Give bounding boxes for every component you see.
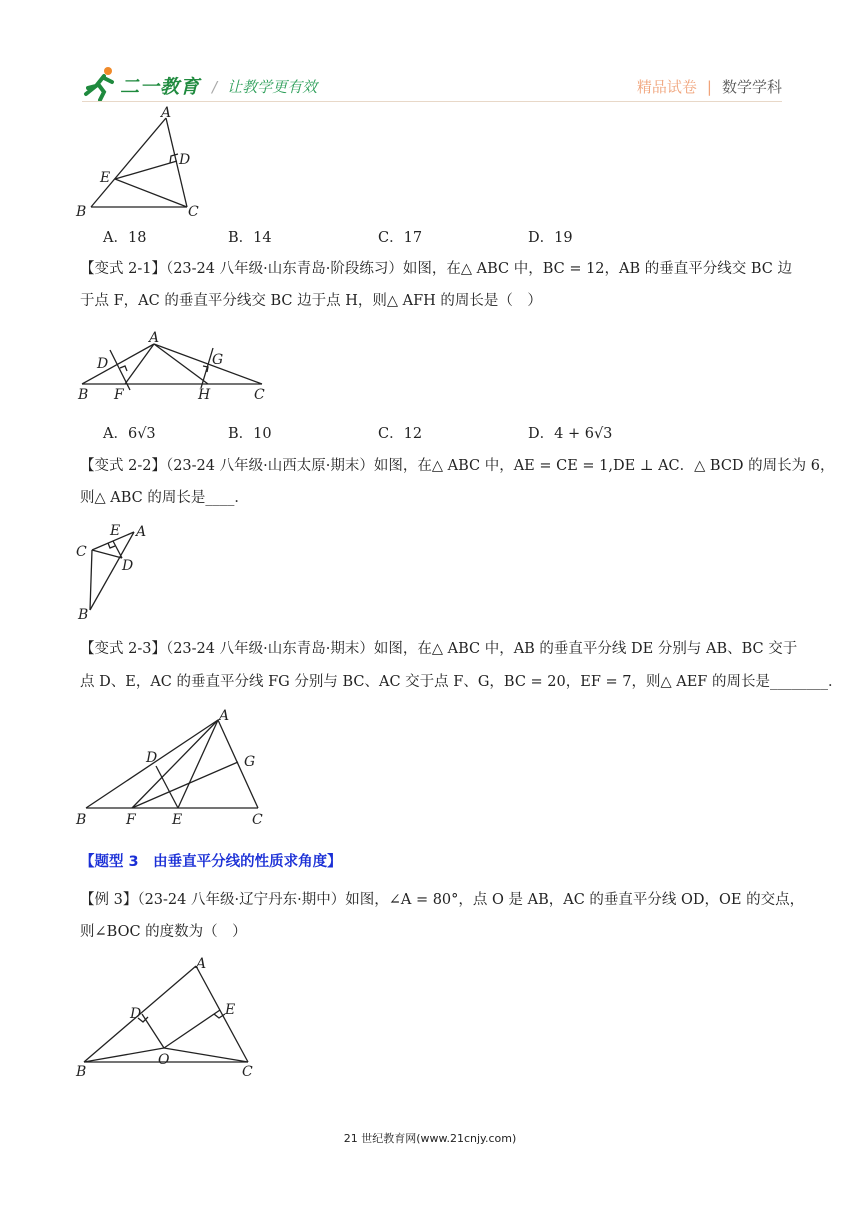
- label-c: C: [252, 812, 263, 828]
- label-d: D: [146, 750, 158, 766]
- quality-label: 精品试卷: [636, 78, 697, 96]
- header-right: 精品试卷 | 数学学科: [636, 78, 782, 96]
- label-d: D: [97, 356, 109, 372]
- label-h: H: [198, 387, 211, 403]
- option-d: D．19: [528, 230, 573, 246]
- label-d: D: [130, 1006, 142, 1022]
- label-e: E: [225, 1002, 236, 1018]
- page-footer: 21 世纪教育网(www.21cnjy.com): [343, 1132, 517, 1145]
- option-c: C．12: [378, 426, 423, 442]
- label-c: C: [254, 387, 265, 403]
- brand-name: 二一教育: [120, 76, 201, 98]
- label-o: O: [158, 1052, 170, 1068]
- page-header: [0, 0, 860, 110]
- figure-example-3: [70, 952, 270, 1082]
- label-a: A: [136, 524, 147, 540]
- slogan: / 让教学更有效: [212, 78, 318, 96]
- label-b: B: [76, 204, 87, 219]
- variant-2-2-line2: 则△ ABC 的周长是____．: [80, 490, 249, 506]
- option-d: D．4 + 6√3: [528, 426, 613, 442]
- variant-2-2-line1: 【变式 2-2】（23-24 八年级·山西太原·期末）如图，在△ ABC 中，AE = CE = 1,DE ⊥ AC．△ BCD 的周长为 6，: [80, 458, 835, 474]
- example-3-line1: 【例 3】（23-24 八年级·辽宁丹东·期中）如图，∠A = 80°，点 O 是 AB，AC 的垂直平分线 OD，OE 的交点，: [80, 892, 805, 908]
- label-a: A: [149, 330, 160, 346]
- option-b: B．10: [228, 426, 272, 442]
- option-a: A．18: [103, 230, 147, 246]
- example-3-line2: 则∠BOC 的度数为（ ）: [80, 924, 247, 940]
- variant-2-1-line1: 【变式 2-1】（23-24 八年级·山东青岛·阶段练习）如图，在△ ABC 中，BC = 12，AB 的垂直平分线交 BC 边: [80, 261, 793, 277]
- label-b: B: [76, 812, 87, 828]
- figure-variant-2-1: [70, 328, 270, 404]
- label-c: C: [76, 544, 87, 560]
- label-a: A: [161, 105, 172, 121]
- label-c: C: [188, 204, 199, 219]
- label-f: F: [114, 387, 124, 403]
- label-f: F: [126, 812, 136, 828]
- variant-2-1-line2: 于点 F，AC 的垂直平分线交 BC 边于点 H，则△ AFH 的周长是（ ）: [80, 293, 542, 309]
- figure-variant-2-3: [70, 704, 270, 828]
- option-c: C．17: [378, 230, 423, 246]
- label-g: G: [212, 352, 224, 368]
- figure-variant-2-2: [70, 518, 160, 624]
- header-divider: [82, 101, 782, 102]
- label-a: A: [219, 708, 230, 724]
- label-a: A: [196, 956, 207, 972]
- label-b: B: [76, 1064, 87, 1080]
- label-c: C: [242, 1064, 253, 1080]
- label-b: B: [78, 607, 89, 623]
- figure-prev-triangle: [70, 104, 220, 219]
- label-b: B: [78, 387, 89, 403]
- section-heading-type-3: 【题型 3 由垂直平分线的性质求角度】: [80, 854, 342, 870]
- label-e: E: [100, 170, 111, 186]
- variant-2-3-line2: 点 D、E，AC 的垂直平分线 FG 分别与 BC、AC 交于点 F、G，BC = 20，EF = 7，则△ AEF 的周长是________．: [80, 674, 843, 690]
- option-b: B．14: [228, 230, 272, 246]
- variant-2-3-line1: 【变式 2-3】（23-24 八年级·山东青岛·期末）如图，在△ ABC 中，AB 的垂直平分线 DE 分别与 AB、BC 交于: [80, 641, 798, 657]
- label-d: D: [179, 152, 191, 168]
- runner-logo-icon: [82, 64, 122, 102]
- option-a: A．6√3: [103, 426, 156, 442]
- label-e: E: [110, 523, 121, 539]
- label-g: G: [244, 754, 256, 770]
- subject-label: 数学学科: [721, 78, 782, 96]
- label-d: D: [122, 558, 134, 574]
- label-e: E: [172, 812, 183, 828]
